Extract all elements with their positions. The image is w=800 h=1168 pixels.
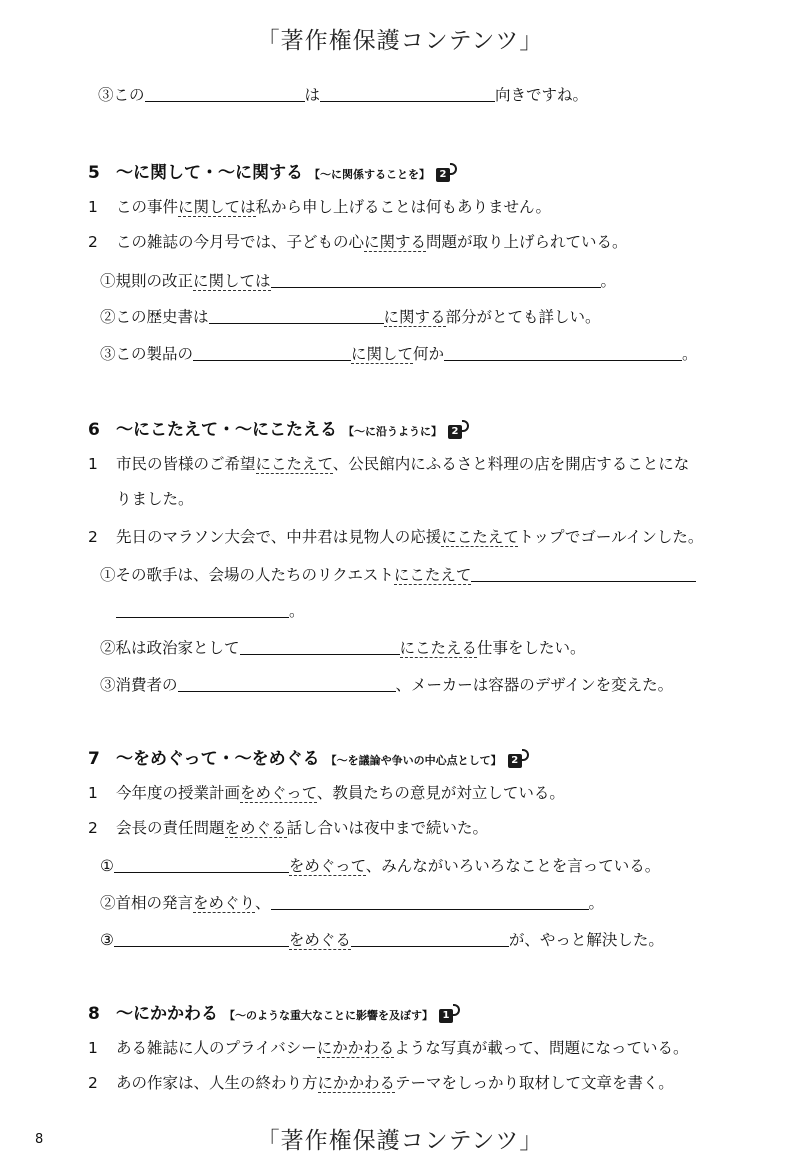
text: 話し合いは夜中まで続いた。 [286,819,489,837]
copyright-banner-top: 「著作権保護コンテンツ」 [256,28,544,54]
example-number: 1 [88,455,98,473]
text: ③消費者の [100,676,178,694]
text: ① [100,857,114,875]
section-7-question-1 [100,855,660,876]
text: ②私は政治家として [100,639,240,657]
text: ①規則の改正 [100,272,194,290]
example-number: 1 [88,784,98,802]
grammar-pattern: に関して [351,345,414,363]
section-6-question-2 [100,637,586,658]
text: ③この [98,86,145,104]
text: ②首相の発言 [100,894,194,912]
grammar-pattern: をめぐり [193,894,256,912]
section-5-question-2 [100,306,601,327]
grammar-pattern: にかかわる [316,1039,395,1057]
text: ①その歌手は、会場の人たちのリクエスト [100,566,394,584]
text: 、教員たちの意見が対立している。 [316,784,565,802]
top-question-3 [98,84,588,105]
text: 私から申し上げることは何もありません。 [255,198,551,216]
section-number: 6 [88,420,100,440]
grammar-pattern: にこたえる [399,639,478,657]
section-6-question-1-continued [116,600,305,621]
text: 。 [600,272,617,290]
text: この雑誌の今月号では、子どもの心 [116,233,365,251]
section-title: 〜に関して・〜に関する [116,163,303,183]
text: は [304,86,321,104]
text: 部分がとても詳しい。 [445,308,601,326]
section-title: 〜にこたえて・〜にこたえる [116,420,337,440]
answer-blank[interactable] [116,600,289,618]
audio-icon [450,163,457,175]
section-6-example-1-continued: りました。 [116,490,194,508]
grammar-pattern: に関する [364,233,427,251]
audio-icon [462,420,469,432]
text: 、 [255,894,271,912]
grammar-pattern: をめぐって [240,784,317,802]
example-number: 2 [88,1074,98,1092]
section-7-example-1 [88,783,565,803]
text: ③ [100,931,114,949]
audio-track-badge: 2 [448,425,462,439]
text: あの作家は、人生の終わり方 [116,1074,318,1092]
section-number: 5 [88,163,100,183]
answer-blank[interactable] [193,343,351,361]
audio-icon [522,749,529,761]
section-title: 〜にかかわる [116,1004,218,1024]
section-5-example-1 [88,197,551,217]
section-5-question-3 [100,343,698,364]
text: 何か [413,345,445,363]
text: 。 [682,345,698,363]
audio-track-badge: 2 [436,168,450,182]
text: トップでゴールインした。 [518,528,704,546]
section-6-heading [88,415,469,440]
grammar-pattern: をめぐる [224,819,287,837]
section-title: 〜をめぐって・〜をめぐる [116,749,320,769]
grammar-pattern: にこたえて [255,455,333,473]
text: 問題が取り上げられている。 [426,233,628,251]
text: この事件 [116,198,179,216]
answer-blank[interactable] [240,637,400,655]
answer-blank[interactable] [145,84,305,102]
text: 、公民館内にふるさと料理の店を開店することにな [332,455,690,473]
grammar-pattern: に関しては [193,272,271,290]
text: 。 [588,894,605,912]
answer-blank[interactable] [114,929,289,947]
grammar-pattern: にかかわる [317,1074,396,1092]
example-number: 2 [88,528,98,546]
example-number: 2 [88,233,98,251]
section-note: 【〜に沿うように】 [343,425,442,438]
example-number: 2 [88,819,98,837]
section-7-question-2 [100,892,604,913]
answer-blank[interactable] [320,84,495,102]
section-5-question-1 [100,270,616,291]
text: ような写真が載って、問題になっている。 [394,1039,689,1057]
grammar-pattern: をめぐる [288,931,351,949]
example-number: 1 [88,1039,98,1057]
section-note: 【〜に関係することを】 [309,168,430,181]
section-5-heading [88,158,457,183]
answer-blank[interactable] [271,270,601,288]
section-number: 7 [88,749,100,769]
answer-blank[interactable] [351,929,509,947]
section-number: 8 [88,1004,100,1024]
section-7-question-3 [100,929,664,950]
text: テーマをしっかり取材して文章を書く。 [395,1074,674,1092]
grammar-pattern: にこたえて [441,528,519,546]
text: 先日のマラソン大会で、中井君は見物人の応援 [116,528,442,546]
section-5-example-2 [88,232,628,252]
answer-blank[interactable] [444,343,682,361]
text: ③この製品の [100,345,194,363]
section-6-question-3 [100,674,673,695]
answer-blank[interactable] [471,564,696,582]
text: ②この歴史書は [100,308,209,326]
text: 仕事をしたい。 [477,639,586,657]
text: 、みんながいろいろなことを言っている。 [365,857,661,875]
text: 。 [289,602,305,620]
copyright-banner-bottom: 「著作権保護コンテンツ」 [256,1128,544,1154]
section-7-heading [88,744,529,769]
section-8-example-1 [88,1038,688,1058]
grammar-pattern: に関する [383,308,446,326]
audio-track-badge: 1 [439,1009,453,1023]
audio-track-badge: 2 [508,754,522,768]
section-6-example-2 [88,527,703,547]
page-number: 8 [35,1132,44,1147]
answer-blank[interactable] [114,855,289,873]
audio-icon [453,1004,460,1016]
text: 市民の皆様のご希望 [116,455,256,473]
grammar-pattern: に関しては [178,198,256,216]
section-8-example-2 [88,1073,674,1093]
answer-blank[interactable] [209,306,384,324]
section-note: 【〜を議論や争いの中心点として】 [325,754,502,767]
answer-blank[interactable] [271,892,589,910]
section-6-question-1 [100,564,696,585]
text: 会長の責任問題 [116,819,225,837]
text: が、やっと解決した。 [508,931,664,949]
text: 向きですね。 [495,86,589,104]
answer-blank[interactable] [178,674,396,692]
text: ある雑誌に人のプライバシー [116,1039,317,1057]
grammar-pattern: にこたえて [393,566,472,584]
example-number: 1 [88,198,98,216]
text: 今年度の授業計画 [116,784,241,802]
text: 、メーカーは容器のデザインを変えた。 [395,676,674,694]
section-8-heading [88,999,460,1024]
section-7-example-2 [88,818,488,838]
section-6-example-1 [88,454,689,474]
grammar-pattern: をめぐって [288,857,366,875]
section-note: 【〜のような重大なことに影響を及ぼす】 [224,1009,433,1022]
